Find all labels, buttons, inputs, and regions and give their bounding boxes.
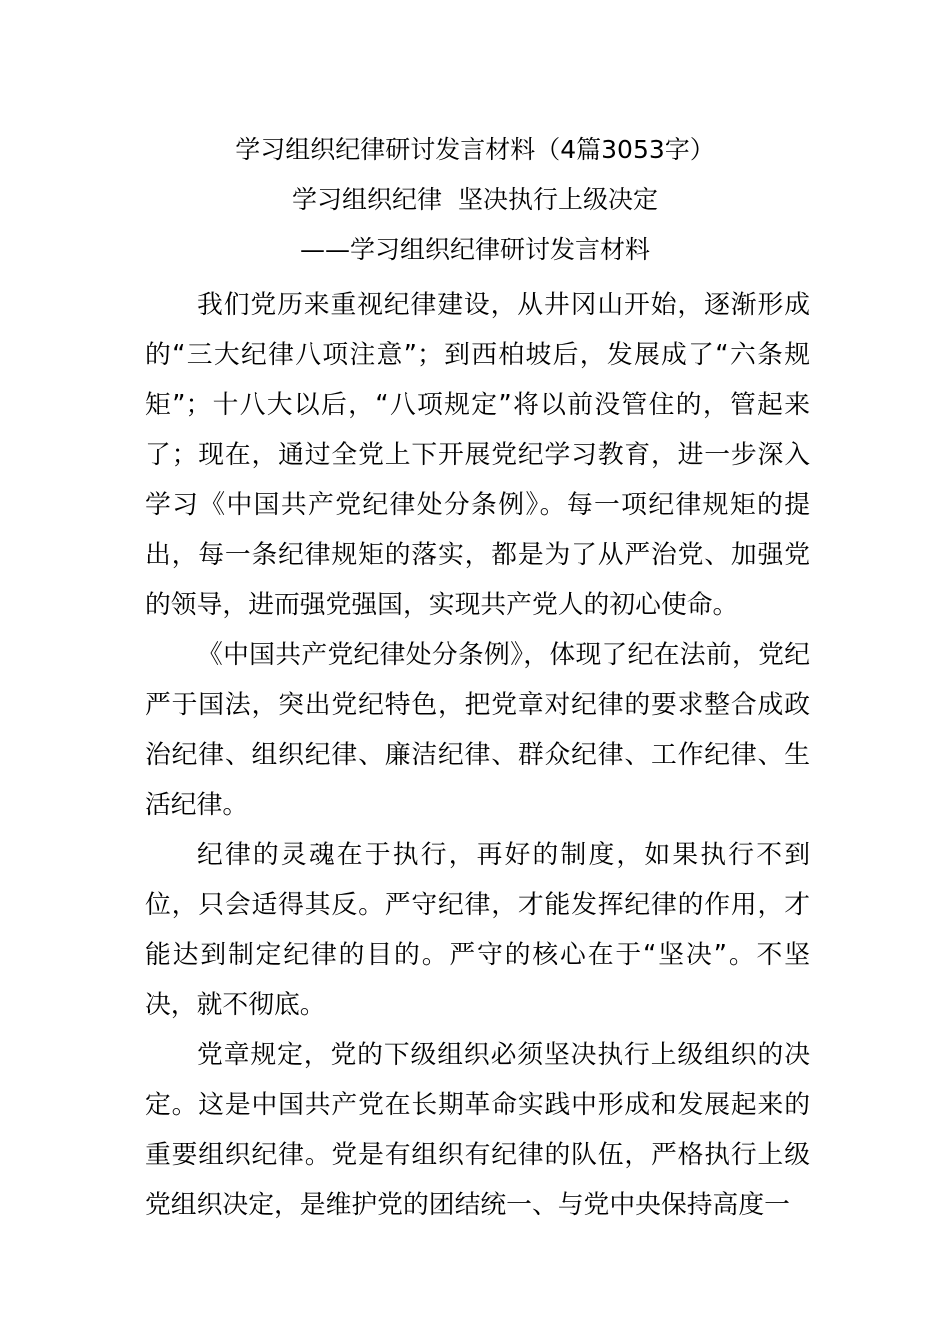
document-subtitle: 学习组织纪律 坚决执行上级决定 (292, 185, 658, 214)
paragraph: 党章规定，党的下级组织必须坚决执行上级组织的决定。这是中国共产党在长期革命实践中形成和发展起来的重要组织纪律。党是有组织有纪律的队伍，严格执行上级党组织决定，是维护党的团结统一、与党中央保持高度一 (145, 1040, 810, 1220)
paragraph: 纪律的灵魂在于执行，再好的制度，如果执行不到位，只会适得其反。严守纪律，才能发挥纪律的作用，才能达到制定纪律的目的。严守的核心在于“坚决”。不坚决，就不彻底。 (145, 840, 810, 1020)
document-body (145, 280, 810, 1230)
paragraph: 《中国共产党纪律处分条例》，体现了纪在法前，党纪严于国法，突出党纪特色，把党章对纪律的要求整合成政治纪律、组织纪律、廉洁纪律、群众纪律、工作纪律、生活纪律。 (145, 640, 810, 820)
document-title: 学习组织纪律研讨发言材料（4篇3053字） (235, 135, 715, 164)
paragraph: 我们党历来重视纪律建设，从井冈山开始，逐渐形成的“三大纪律八项注意”；到西柏坡后，发展成了“六条规矩”；十八大以后，“八项规定”将以前没管住的，管起来了；现在，通过全党上下开展党纪学习教育，进一步深入学习《中国共产党纪律处分条例》。每一项纪律规矩的提出，每一条纪律规矩的落实，都是为了从严治党、加强党的领导，进而强党强国，实现共产党人的初心使命。 (145, 290, 810, 620)
document-byline: ——学习组织纪律研讨发言材料 (299, 235, 650, 264)
